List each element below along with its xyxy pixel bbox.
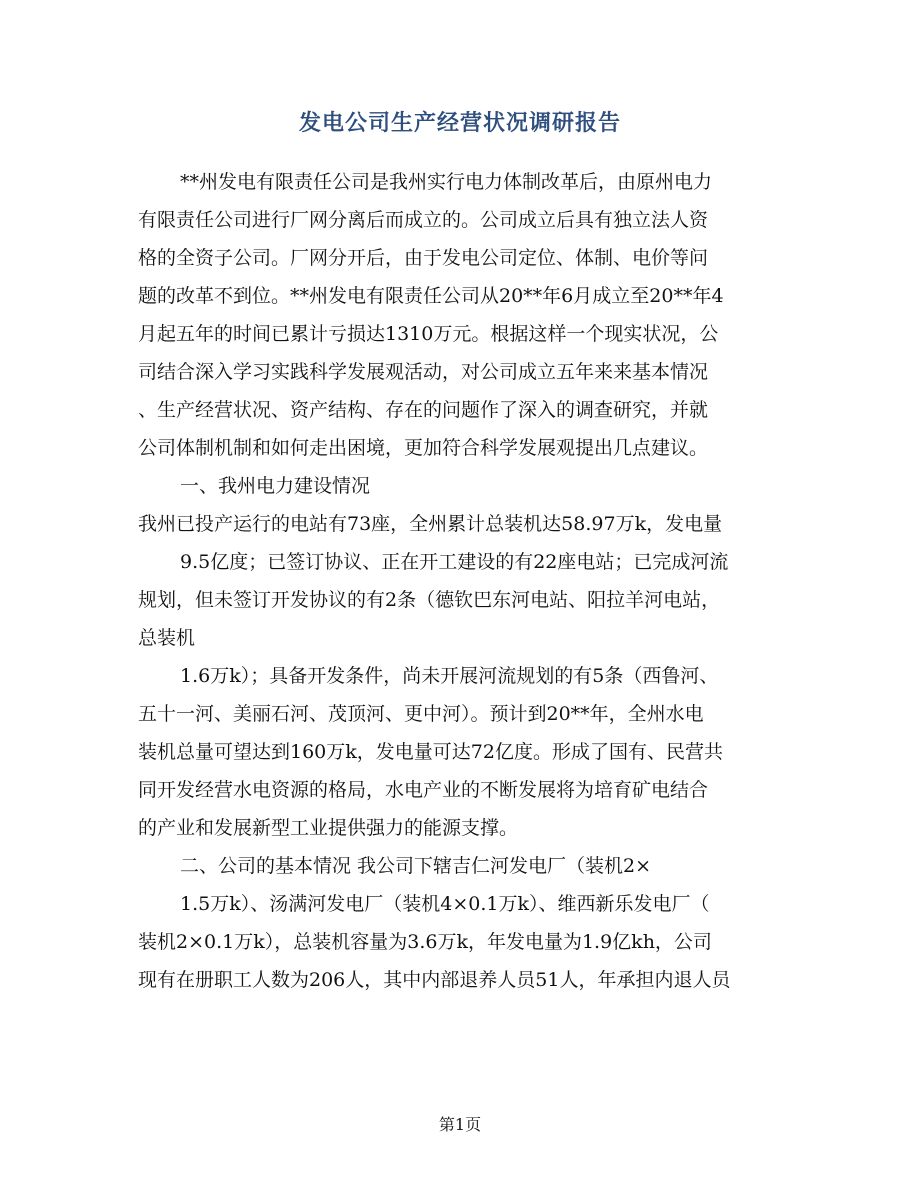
page-number: 第1页 <box>438 1115 482 1134</box>
paragraph-line: 我州已投产运行的电站有73座，全州累计总装机达58.97万k，发电量 <box>138 513 723 535</box>
paragraph-line: 1.6万k）；具备开发条件，尚未开展河流规划的有5条（西鲁河、 <box>180 665 719 687</box>
paragraph-line: 五十一河、美丽石河、茂顶河、更中河）。预计到20**年，全州水电 <box>138 703 704 725</box>
paragraph-line: 月起五年的时间已累计亏损达1310万元。根据这样一个现实状况，公 <box>138 323 719 345</box>
paragraph-line: **州发电有限责任公司是我州实行电力体制改革后，由原州电力 <box>180 171 713 193</box>
paragraph-line: 现有在册职工人数为206人，其中内部退养人员51人，年承担内退人员 <box>138 969 731 991</box>
paragraph-line: 9.5亿度；已签订协议、正在开工建设的有22座电站；已完成河流 <box>180 551 729 573</box>
paragraph-line: 、生产经营状况、资产结构、存在的问题作了深入的调查研究，并就 <box>138 399 709 421</box>
section-heading: 一、我州电力建设情况 <box>180 475 371 497</box>
paragraph-line: 总装机 <box>138 627 196 649</box>
section-heading: 二、公司的基本情况 我公司下辖吉仁河发电厂（装机2× <box>180 855 652 877</box>
paragraph-line: 的产业和发展新型工业提供强力的能源支撑。 <box>138 817 519 839</box>
paragraph-line: 1.5万k）、汤满河发电厂（装机4×0.1万k）、维西新乐发电厂（ <box>180 893 710 915</box>
paragraph-line: 装机总量可望达到160万k，发电量可达72亿度。形成了国有、民营共 <box>138 741 723 763</box>
paragraph-line: 有限责任公司进行厂网分离后而成立的。公司成立后具有独立法人资 <box>138 209 709 231</box>
document-title: 发电公司生产经营状况调研报告 <box>298 110 621 136</box>
paragraph-line: 同开发经营水电资源的格局，水电产业的不断发展将为培育矿电结合 <box>138 779 709 801</box>
paragraph-line: 规划，但未签订开发协议的有2条（德钦巴东河电站、阳拉羊河电站， <box>138 589 721 611</box>
paragraph-line: 格的全资子公司。厂网分开后，由于发电公司定位、体制、电价等问 <box>138 247 709 269</box>
paragraph-line: 公司体制机制和如何走出困境，更加符合科学发展观提出几点建议。 <box>138 437 709 459</box>
paragraph-line: 司结合深入学习实践科学发展观活动，对公司成立五年来来基本情况 <box>138 361 709 383</box>
paragraph-line: 题的改革不到位。**州发电有限责任公司从20**年6月成立至20**年4 <box>138 285 724 307</box>
paragraph-line: 装机2×0.1万k），总装机容量为3.6万k，年发电量为1.9亿kh，公司 <box>138 931 712 953</box>
